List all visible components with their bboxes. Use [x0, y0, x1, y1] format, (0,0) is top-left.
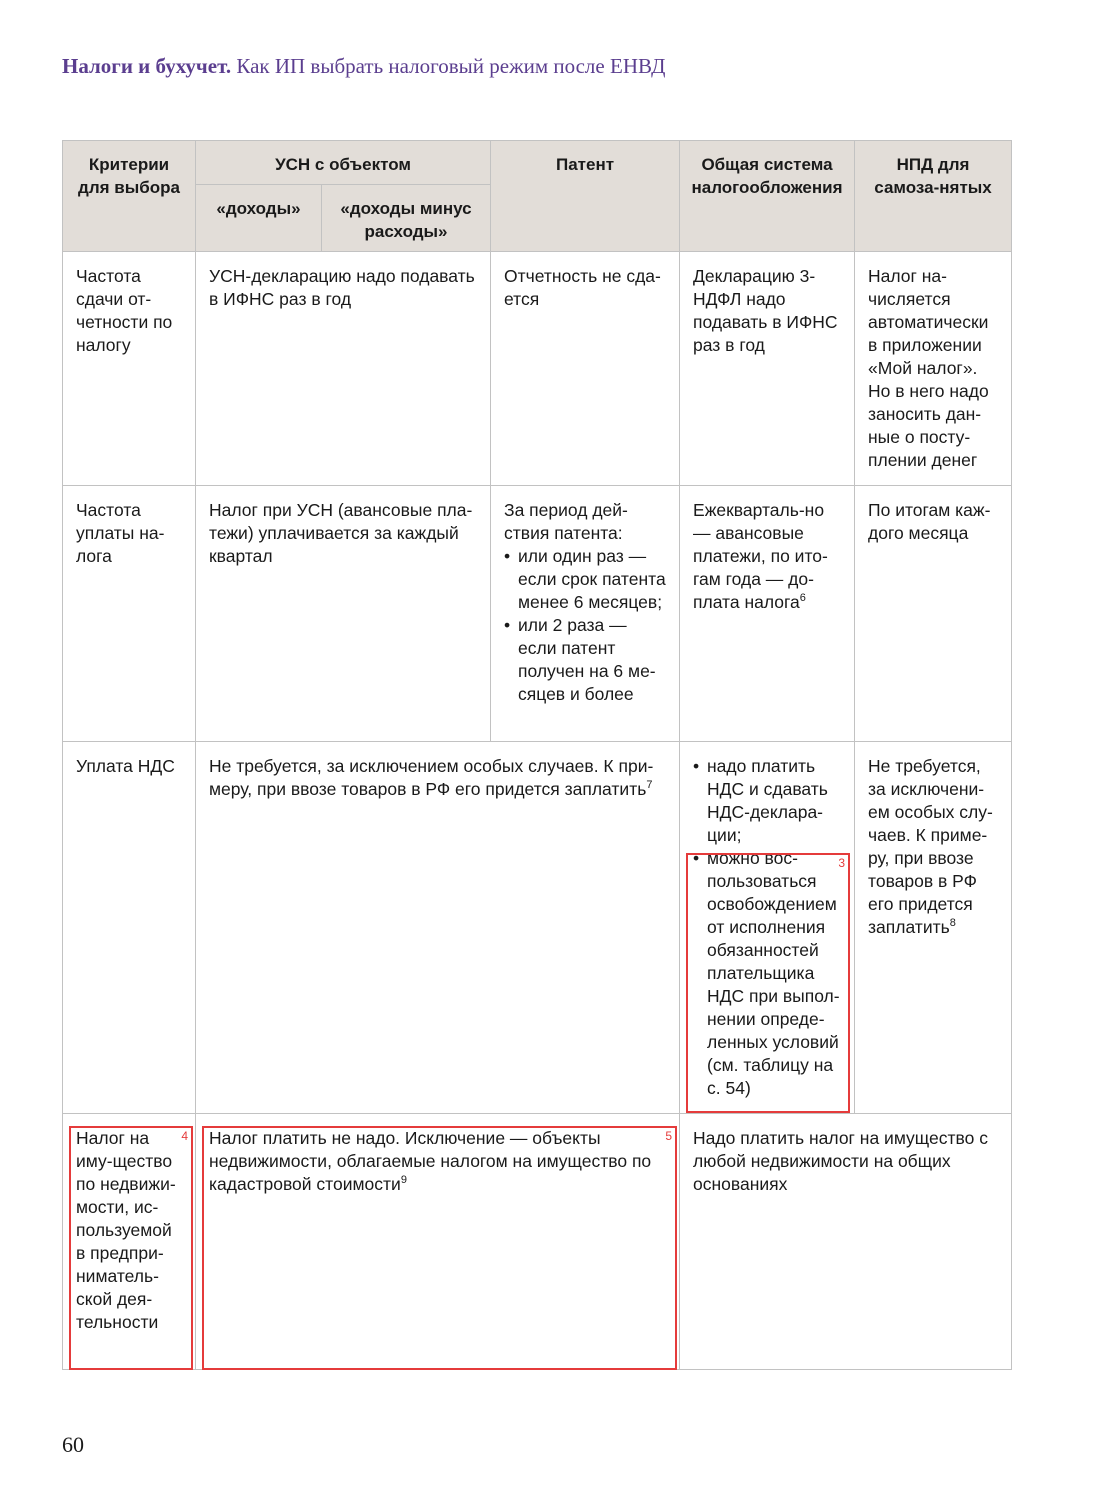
list-item: • или 2 раза — если патент получен на 6 ме-сяцев и более	[518, 614, 666, 706]
col-header-patent: Патент	[491, 141, 680, 252]
annotation-number: 5	[665, 1129, 672, 1143]
usn-patent-cell	[196, 1114, 680, 1370]
table-row	[63, 486, 1012, 742]
annotation-number: 3	[838, 856, 845, 870]
general-cell	[680, 742, 855, 1114]
npd-cell: Налог на-числяется автоматически в приложении «Мой налог». Но в него надо заносить дан-ные о посту-плении денег	[855, 252, 1012, 486]
footnote-ref: 8	[949, 917, 956, 929]
usn-patent-text: Налог платить не надо. Исключение — объекты недвижимости, облагаемые налогом на имущество по кадастровой стоимости	[209, 1128, 652, 1194]
col-header-usn: УСН с объектом	[196, 141, 491, 185]
patent-intro: За период дей-ствия патента:	[504, 500, 628, 543]
npd-cell: По итогам каж-дого месяца	[855, 486, 1012, 742]
table-row	[63, 1114, 1012, 1370]
general-text: Ежекварталь-но — авансовые платежи, по ито-гам года — до-плата налога	[693, 500, 828, 612]
criterion-cell: Частота уплаты на-лога	[63, 486, 196, 742]
npd-cell	[855, 742, 1012, 1114]
general-cell	[680, 486, 855, 742]
usn-patent-text: Не требуется, за исключением особых случаев. К при-меру, при ввозе товаров в РФ его придется заплатить	[209, 756, 654, 799]
npd-text: Не требуется, за исключени-ем особых слу-чаев. К приме-ру, при ввозе товаров в РФ его придется заплатить	[868, 756, 993, 937]
footnote-ref: 9	[400, 1174, 407, 1186]
criterion-cell: Частота сдачи от-четности по налогу	[63, 252, 196, 486]
general-cell: Декларацию 3-НДФЛ надо подавать в ИФНС раз в год	[680, 252, 855, 486]
col-header-criteria: Критерии для выбора	[63, 141, 196, 252]
tax-regime-comparison-table	[62, 140, 1012, 1370]
general-npd-cell: Надо платить налог на имущество с любой недвижимости на общих основаниях	[680, 1114, 1012, 1370]
patent-cell	[491, 486, 680, 742]
list-item: • или один раз — если срок патента менее 6 месяцев;	[518, 545, 666, 614]
col-header-general: Общая система налогообложения	[680, 141, 855, 252]
annotation-number: 4	[181, 1129, 188, 1143]
footnote-ref: 7	[646, 779, 653, 791]
patent-bullet-list	[504, 545, 666, 706]
col-header-usn-income: «доходы»	[196, 185, 322, 252]
criterion-cell: Налог на иму-щество по недвижи-мости, ис-пользуемой в предпри-ниматель-ской дея-тельности	[63, 1114, 196, 1370]
list-item: • можно вос-пользоваться освобождением от исполнения обязанностей плательщика НДС при выпол-нении опреде-ленных условий (см. таблицу на с. 54)	[707, 847, 841, 1100]
list-item: • надо платить НДС и сдавать НДС-деклара-ции;	[707, 755, 841, 847]
table-row	[63, 742, 1012, 1114]
general-bullet-list	[693, 755, 841, 1100]
criterion-cell: Уплата НДС	[63, 742, 196, 1114]
header-section: Налоги и бухучет.	[62, 54, 232, 78]
col-header-usn-income-minus-expenses: «доходы минус расходы»	[322, 185, 491, 252]
usn-patent-cell	[196, 742, 680, 1114]
header-title: Как ИП выбрать налоговый режим после ЕНВД	[231, 54, 666, 78]
table-row	[63, 252, 1012, 486]
running-header	[62, 54, 666, 79]
patent-cell: Отчетность не сда-ется	[491, 252, 680, 486]
col-header-npd: НПД для самоза-нятых	[855, 141, 1012, 252]
usn-cell: Налог при УСН (авансовые пла-тежи) уплачивается за каждый квартал	[196, 486, 491, 742]
usn-cell: УСН-декларацию надо подавать в ИФНС раз в год	[196, 252, 491, 486]
page-number: 60	[62, 1432, 84, 1457]
footnote-ref: 6	[799, 592, 806, 604]
